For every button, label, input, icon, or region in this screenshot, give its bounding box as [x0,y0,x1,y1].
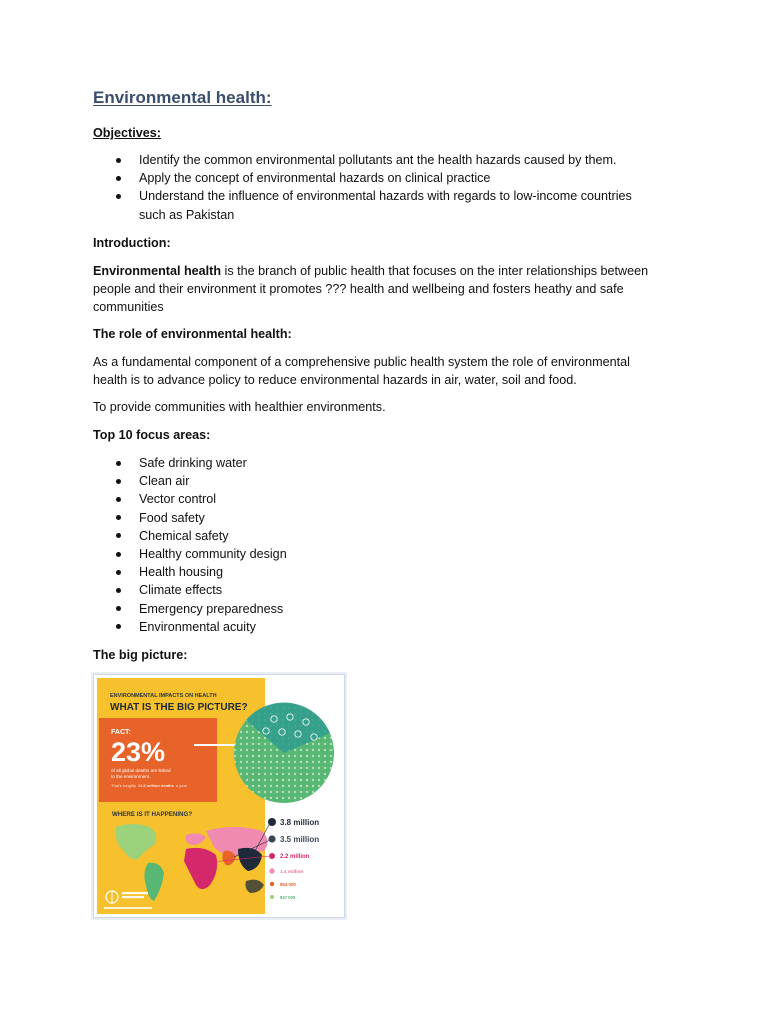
stat-dot [268,835,275,842]
infographic-kicker: ENVIRONMENTAL IMPACTS ON HEALTH [110,693,217,699]
list-item: Environmental acuity [93,618,673,636]
stat-value: 2.2 million [280,854,310,860]
list-item: Apply the concept of environmental hazards on clinical practice [93,169,673,187]
focus-heading: Top 10 focus areas: [93,428,211,442]
list-item: Clean air [93,472,673,490]
bullet-icon [116,515,121,520]
fact-label: FACT: [111,729,131,736]
bullet-icon [116,194,121,199]
infographic-image [93,674,345,918]
bullet-icon [116,552,121,557]
stat-dot [270,882,274,886]
infographic-svg [94,675,344,917]
list-item-continuation: such as Pakistan [139,207,235,222]
stat-dot [268,818,276,826]
bullet-icon [116,533,121,538]
introduction-heading: Introduction: [93,236,171,250]
defined-term: Environmental health [93,264,222,278]
fact-text-line-2: to the environment. [111,774,151,779]
role-paragraph-2: To provide communities with healthier environments. [93,400,386,414]
list-item: Healthy community design [93,545,673,563]
stat-value: 3.5 million [280,835,320,844]
stat-dot [269,868,274,873]
bullet-icon [116,624,121,629]
list-item: Food safety [93,509,673,527]
map-heading: WHERE IS IT HAPPENING? [112,811,193,818]
bullet-icon [116,570,121,575]
infographic-headline: WHAT IS THE BIG PICTURE? [110,702,248,713]
stat-dot [270,895,274,899]
objectives-heading: Objectives: [93,126,161,140]
stat-value: 847 000 [280,895,296,900]
list-item: Vector control [93,490,673,508]
introduction-paragraph: Environmental health is the branch of public health that focuses on the inter relationships between people and their environment it promotes ??? health and wellbeing and fosters heathy and safe communities [93,264,649,314]
fact-text-line-1: of all global deaths are linked [111,768,171,773]
stat-dot [269,853,275,859]
list-item: Safe drinking water [93,454,673,472]
focus-list [93,454,673,636]
list-item: Identify the common environmental pollutants ant the health hazards caused by them. [93,151,673,169]
list-item: Chemical safety [93,527,673,545]
document-title: Environmental health: [93,88,272,107]
bullet-icon [116,479,121,484]
stat-value: 3.8 million [280,818,320,827]
role-paragraph: As a fundamental component of a comprehensive public health system the role of environmental health is to advance policy to reduce environmental hazards in air, water, soil and food. [93,355,630,387]
fact-note: That's roughly 12.6 million deaths a year [111,783,187,788]
big-picture-heading: The big picture: [93,648,188,662]
list-item: Understand the influence of environmental hazards with regards to low-income countries [93,187,673,205]
bullet-icon [116,497,121,502]
bullet-icon [116,158,121,163]
objectives-list [93,151,673,224]
bullet-icon [116,461,121,466]
bullet-icon [116,606,121,611]
stat-value: 1.4 million [280,870,304,875]
list-item: Climate effects [93,581,673,599]
fact-value: 23% [111,737,166,767]
bullet-icon [116,588,121,593]
bullet-icon [116,176,121,181]
stat-value: 854 000 [280,882,296,887]
list-item: Emergency preparedness [93,600,673,618]
list-item: Health housing [93,563,673,581]
role-heading: The role of environmental health: [93,327,292,341]
